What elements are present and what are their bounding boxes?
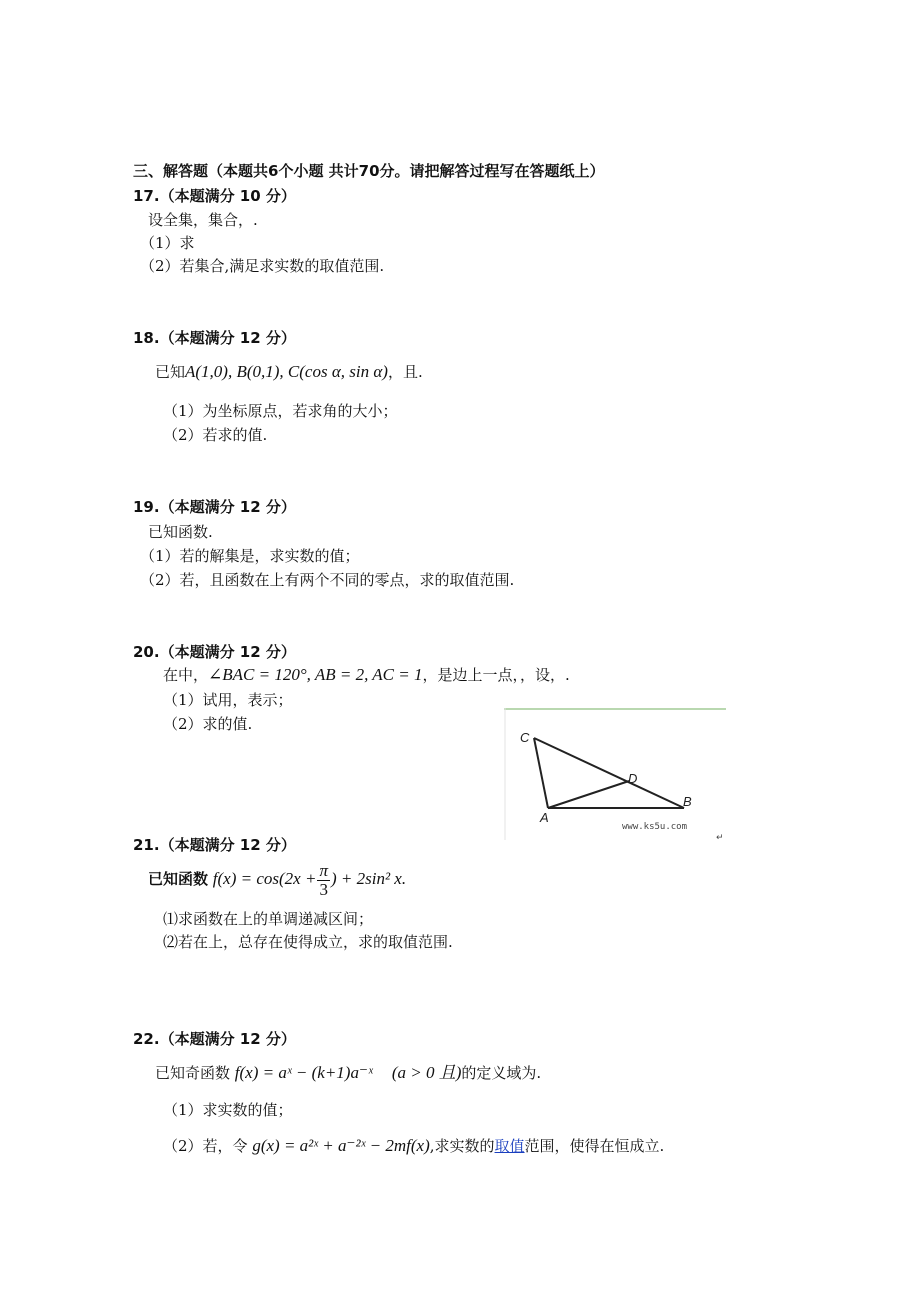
q20-conditions-formula: ∠BAC = 120°, AB = 2, AC = 1 bbox=[208, 665, 423, 684]
q21-part2: ⑵若在上，总存在使得成立，求的取值范围. bbox=[163, 933, 453, 951]
q20-intro-prefix: 在中， bbox=[163, 666, 209, 684]
figure-background bbox=[504, 708, 726, 840]
q18-intro-suffix: ，且. bbox=[387, 363, 423, 381]
q19-intro: 已知函数. bbox=[148, 523, 213, 541]
q20-part1: （1）试用，表示； bbox=[163, 691, 293, 709]
q17-header: 17.（本题满分 10 分） bbox=[133, 187, 296, 205]
pi-over-three-fraction bbox=[317, 862, 330, 899]
q21-header: 21.（本题满分 12 分） bbox=[133, 836, 296, 854]
q22-intro-prefix: 已知奇函数 bbox=[155, 1064, 231, 1082]
q22-intro-suffix: 的定义域为. bbox=[461, 1064, 542, 1082]
q21-part1: ⑴求函数在上的单调递减区间； bbox=[163, 910, 374, 928]
q19-header: 19.（本题满分 12 分） bbox=[133, 498, 296, 516]
fraction-numerator: π bbox=[319, 860, 328, 880]
q17-part2: （2）若集合,满足求实数的取值范围. bbox=[140, 257, 385, 275]
q19-part2: （2）若，且函数在上有两个不同的零点，求的取值范围. bbox=[140, 571, 515, 589]
q22-g-formula: g(x) = a²ˣ + a⁻²ˣ − 2mf(x) bbox=[252, 1136, 430, 1155]
q22-part2-suffix: 范围，使得在恒成立. bbox=[524, 1137, 665, 1155]
return-arrow-icon: ↵ bbox=[716, 833, 724, 840]
q21-intro bbox=[148, 860, 406, 899]
q18-points-formula: A(1,0), B(0,1), C(cos α, sin α) bbox=[185, 362, 388, 381]
q22-condition: (a > 0 且) bbox=[391, 1063, 462, 1082]
watermark-text: www.ks5u.com bbox=[622, 822, 688, 832]
q21-intro-prefix: 已知函数 bbox=[148, 870, 209, 888]
q18-intro bbox=[155, 362, 423, 382]
q18-part1: （1）为坐标原点，若求角的大小； bbox=[163, 402, 398, 420]
q22-part2-prefix: （2）若，令 bbox=[163, 1137, 248, 1155]
q21-formula-left: f(x) = cos(2x + bbox=[212, 869, 317, 888]
fraction-denominator: 3 bbox=[319, 879, 328, 899]
label-a: A bbox=[540, 810, 549, 825]
q21-formula-right: ) + 2sin² x. bbox=[330, 869, 407, 888]
label-d: D bbox=[628, 771, 638, 786]
q22-part1: （1）求实数的值； bbox=[163, 1101, 293, 1119]
q18-intro-prefix: 已知 bbox=[155, 363, 186, 381]
q17-intro: 设全集，集合，. bbox=[148, 211, 258, 229]
q22-header: 22.（本题满分 12 分） bbox=[133, 1030, 296, 1048]
q22-part2-mid: ,求实数的 bbox=[429, 1137, 495, 1155]
triangle-figure bbox=[504, 708, 726, 840]
q20-intro bbox=[163, 665, 570, 685]
q20-intro-suffix: ，是边上一点，，设，. bbox=[422, 666, 570, 684]
q18-header: 18.（本题满分 12 分） bbox=[133, 329, 296, 347]
section-title: 三、解答题（本题共6个小题 共计70分。请把解答过程写在答题纸上） bbox=[133, 162, 605, 180]
q22-intro bbox=[155, 1063, 541, 1083]
q17-part1: （1）求 bbox=[140, 234, 195, 252]
q18-part2: （2）若求的值. bbox=[163, 426, 268, 444]
q22-part2 bbox=[163, 1136, 664, 1156]
value-range-link[interactable]: 取值 bbox=[494, 1137, 525, 1155]
label-c: C bbox=[520, 730, 530, 745]
q22-function-formula: f(x) = aˣ − (k+1)a⁻ˣ bbox=[234, 1063, 373, 1082]
q20-header: 20.（本题满分 12 分） bbox=[133, 643, 296, 661]
q20-part2: （2）求的值. bbox=[163, 715, 253, 733]
label-b: B bbox=[683, 794, 692, 809]
q19-part1: （1）若的解集是，求实数的值； bbox=[140, 547, 360, 565]
